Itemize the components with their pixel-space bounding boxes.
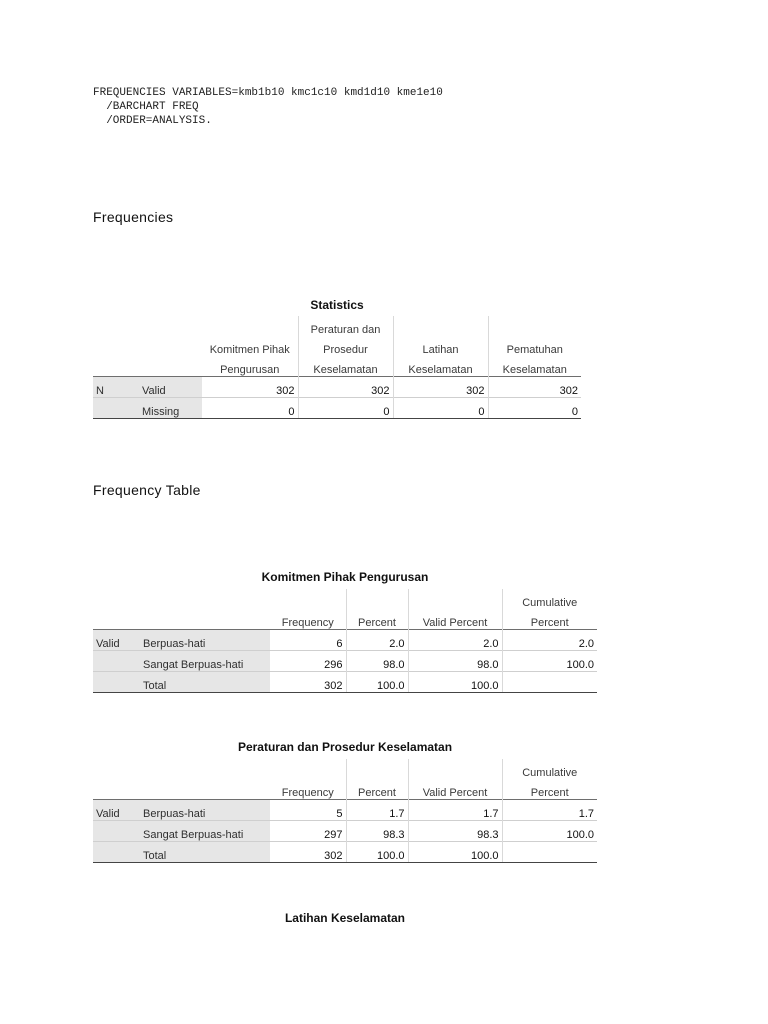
- row-label: Total: [140, 672, 270, 693]
- row-group-label: Valid: [93, 630, 140, 651]
- row-label: Valid: [139, 377, 202, 398]
- row-group-label: Valid: [93, 800, 140, 821]
- statistics-table: Peraturan dan Komitmen Pihak Prosedur Latihan Pematuhan Pengurusan Keselamatan Keselamatan Keselamatan N Valid 302 302 302 302 Missing 0 0 0 0: [93, 316, 581, 419]
- column-header: Pengurusan: [220, 364, 280, 376]
- table2-title: Peraturan dan Prosedur Keselamatan: [237, 740, 453, 754]
- frequencies-heading: Frequencies: [93, 209, 174, 225]
- column-header: Valid Percent: [408, 609, 502, 630]
- column-header: Percent: [502, 779, 597, 800]
- table-row: Total 302 100.0 100.0: [93, 842, 597, 863]
- table3-title: Latihan Keselamatan: [284, 911, 406, 925]
- column-header: Keselamatan: [298, 356, 393, 377]
- syntax-line: /BARCHART FREQ: [93, 101, 199, 113]
- table-row: Sangat Berpuas-hati 297 98.3 98.3 100.0: [93, 821, 597, 842]
- column-header: Keselamatan: [488, 356, 581, 377]
- row-label: Missing: [139, 398, 202, 419]
- row-label: Berpuas-hati: [140, 630, 270, 651]
- frequency-table-1: Cumulative Frequency Percent Valid Percent Percent Valid Berpuas-hati 6 2.0 2.0 2.0 Sangat Berpuas-hati 296 98.0 98.0 100.0 Total 302 100.0 100.0: [93, 589, 597, 693]
- statistics-title: Statistics: [310, 298, 364, 312]
- column-header: Percent: [346, 609, 408, 630]
- row-label: Sangat Berpuas-hati: [140, 651, 270, 672]
- row-label: Total: [140, 842, 270, 863]
- syntax-line: /ORDER=ANALYSIS.: [93, 115, 212, 127]
- table-row: Valid Berpuas-hati 6 2.0 2.0 2.0: [93, 630, 597, 651]
- table-row: Total 302 100.0 100.0: [93, 672, 597, 693]
- table-row: Sangat Berpuas-hati 296 98.0 98.0 100.0: [93, 651, 597, 672]
- syntax-block: [93, 86, 443, 128]
- column-header: Keselamatan: [393, 356, 488, 377]
- frequency-table-2: Cumulative Frequency Percent Valid Percent Percent Valid Berpuas-hati 5 1.7 1.7 1.7 Sangat Berpuas-hati 297 98.3 98.3 100.0 Total 302 100.0 100.0: [93, 759, 597, 863]
- table1-title: Komitmen Pihak Pengurusan: [261, 570, 429, 584]
- table-row: N Valid 302 302 302 302: [93, 377, 581, 398]
- column-header: Frequency: [281, 617, 334, 629]
- column-header: Valid Percent: [408, 779, 502, 800]
- table-row: Valid Berpuas-hati 5 1.7 1.7 1.7: [93, 800, 597, 821]
- row-label: Sangat Berpuas-hati: [140, 821, 270, 842]
- row-group-label: N: [93, 377, 139, 398]
- syntax-line: FREQUENCIES VARIABLES=kmb1b10 kmc1c10 kmd1d10 kme1e10: [93, 87, 443, 99]
- table-row: Missing 0 0 0 0: [93, 398, 581, 419]
- column-header: Percent: [346, 779, 408, 800]
- frequency-table-heading: Frequency Table: [93, 482, 201, 498]
- column-header: Frequency: [281, 787, 334, 799]
- column-header: Percent: [502, 609, 597, 630]
- row-label: Berpuas-hati: [140, 800, 270, 821]
